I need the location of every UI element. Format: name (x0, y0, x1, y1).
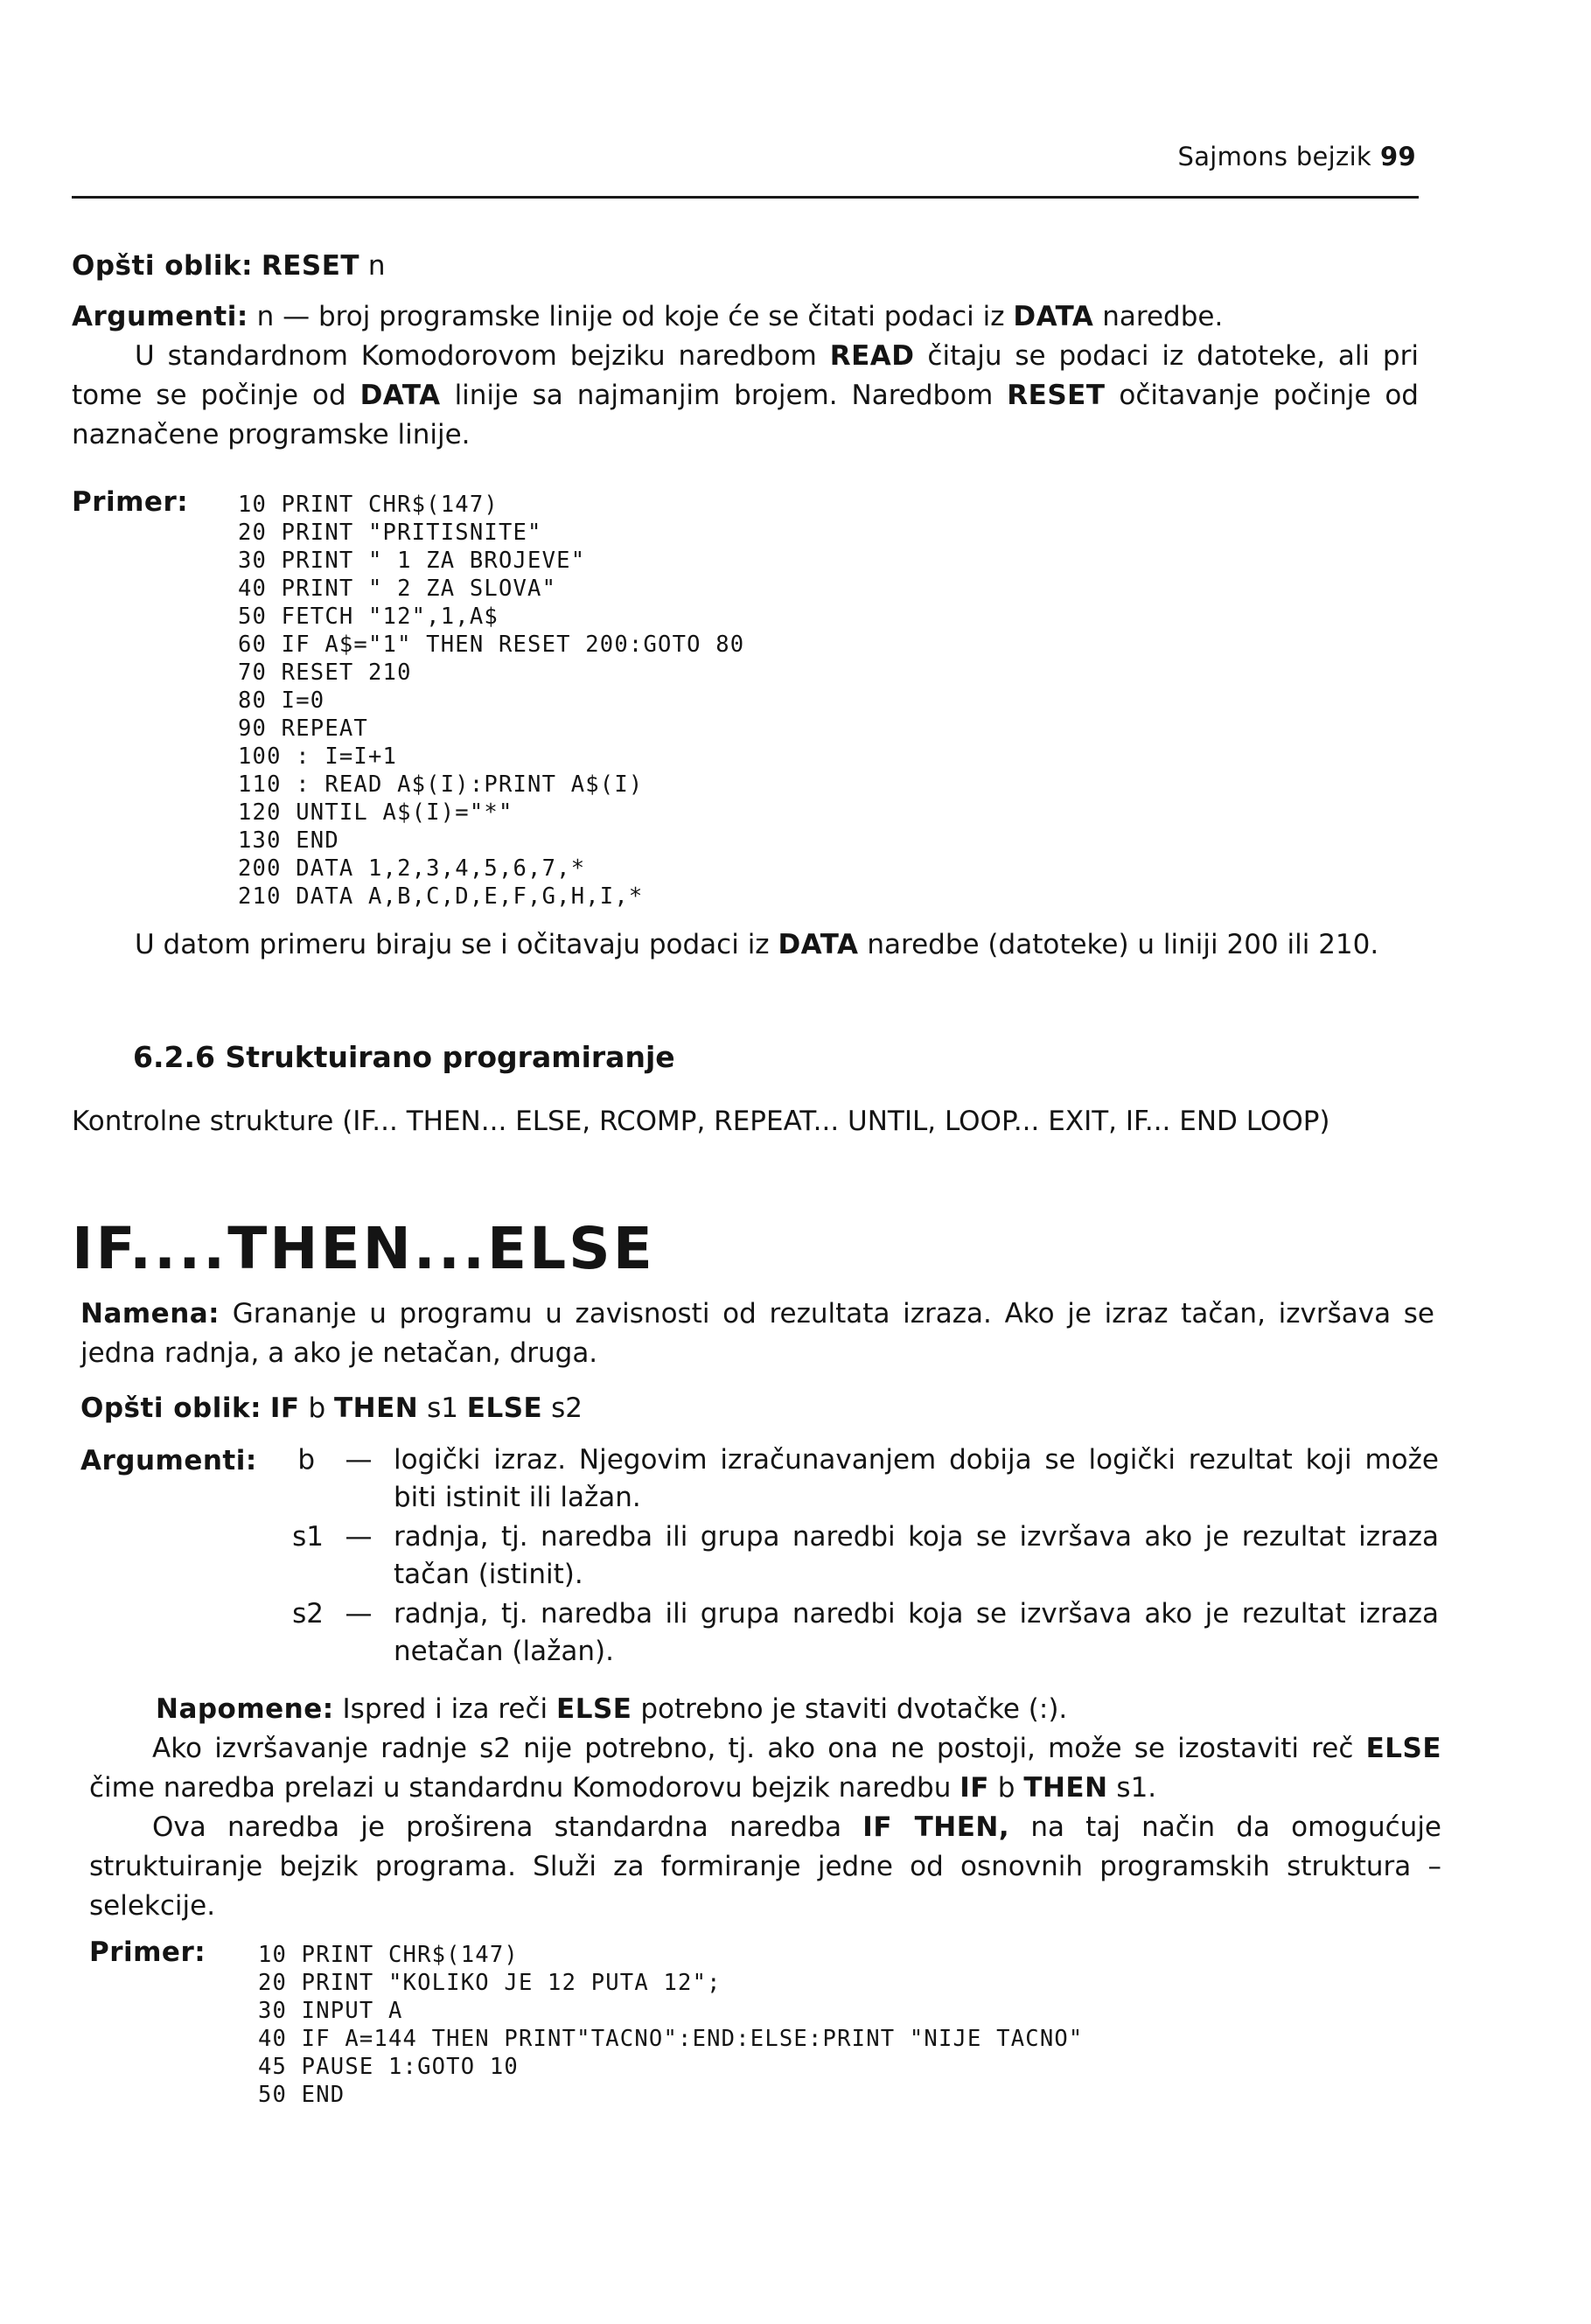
code-line: 20 PRINT "PRITISNITE" (238, 520, 542, 546)
header-rule (72, 196, 1419, 199)
code-line: 120 UNTIL A$(I)="*" (238, 799, 513, 826)
code-line: 20 PRINT "KOLIKO JE 12 PUTA 12"; (258, 1970, 722, 1996)
argument-s1: s1 — radnja, tj. naredba ili grupa naredbi koja se izvršava ako je rezultat izraza tačan (istinit). (292, 1521, 1439, 1590)
running-header (1178, 142, 1417, 171)
argument-b: b — logički izraz. Njegovim izračunavanjem dobija se logički rezultat koji može biti istinit ili lažan. (297, 1444, 1439, 1513)
code-line: 10 PRINT CHR$(147) (238, 492, 499, 518)
code-line: 10 PRINT CHR$(147) (258, 1942, 519, 1968)
code-line: 200 DATA 1,2,3,4,5,6,7,* (238, 855, 586, 882)
code-line: 30 PRINT " 1 ZA BROJEVE" (238, 548, 586, 574)
code-line: 70 RESET 210 (238, 660, 412, 686)
code-line: 100 : I=I+1 (238, 743, 398, 770)
reset-code-listing (238, 491, 744, 911)
code-line: 110 : READ A$(I):PRINT A$(I) (238, 771, 644, 798)
code-line: 40 PRINT " 2 ZA SLOVA" (238, 576, 557, 602)
code-line: 50 FETCH "12",1,A$ (238, 604, 499, 630)
entry-title: IF....THEN...ELSE (72, 1215, 655, 1282)
section-heading: 6.2.6 Struktuirano programiranje (133, 1040, 675, 1074)
if-notes-3: Ova naredba je proširena standardna naredba IF THEN, na taj način da omogućuje struktuiranje bejzik programa. Služi za formiranje jedne od osnovnih programskih struktura – selekcije. (89, 1811, 1441, 1922)
if-purpose: Namena: Grananje u programu u zavisnosti od rezultata izraza. Ako je izraz tačan, izvršava se jedna radnja, a ako je netačan, druga. (80, 1298, 1435, 1369)
reset-example-label: Primer: (72, 486, 189, 518)
code-line: 90 REPEAT (238, 715, 368, 742)
code-line: 40 IF A=144 THEN PRINT"TACNO":END:ELSE:PRINT "NIJE TACNO" (258, 2026, 1084, 2052)
code-line: 80 I=0 (238, 687, 325, 714)
section-intro: Kontrolne strukture (IF... THEN... ELSE, RCOMP, REPEAT... UNTIL, LOOP... EXIT, IF... END LOOP) (72, 1106, 1330, 1137)
code-line: 30 INPUT A (258, 1998, 403, 2024)
code-line: 50 END (258, 2082, 345, 2108)
if-notes-2: Ako izvršavanje radnje s2 nije potrebno, tj. ako ona ne postoji, može se izostaviti reč ELSE čime naredba prelazi u standardnu Komodorovu bejzik naredbu IF b THEN s1. (89, 1733, 1441, 1804)
code-line: 130 END (238, 827, 339, 854)
if-code-listing (258, 1941, 1083, 2109)
argument-s2: s2 — radnja, tj. naredba ili grupa naredbi koja se izvršava ako je rezultat izraza netačan (lažan). (292, 1598, 1439, 1667)
reset-example-explanation: U datom primeru biraju se i očitavaju podaci iz DATA naredbe (datoteke) u liniji 200 ili 210. (135, 929, 1379, 960)
reset-general-form: Opšti oblik: RESET n (72, 250, 386, 282)
if-example-label: Primer: (89, 1937, 206, 1968)
code-line: 45 PAUSE 1:GOTO 10 (258, 2054, 519, 2080)
if-general-form: Opšti oblik: IF b THEN s1 ELSE s2 (80, 1392, 583, 1424)
code-line: 210 DATA A,B,C,D,E,F,G,H,I,* (238, 883, 644, 910)
if-notes-1: Napomene: Ispred i iza reči ELSE potrebno je staviti dvotačke (:). (156, 1693, 1068, 1725)
code-line: 60 IF A$="1" THEN RESET 200:GOTO 80 (238, 632, 745, 658)
running-title: Sajmons bejzik (1177, 142, 1372, 171)
page-number: 99 (1380, 142, 1416, 171)
reset-arguments: Argumenti: n — broj programske linije od koje će se čitati podaci iz DATA naredbe. (72, 301, 1224, 332)
if-arguments-label: Argumenti: (80, 1445, 257, 1476)
reset-description: U standardnom Komodorovom bejziku naredbom READ čitaju se podaci iz datoteke, ali pri tome se počinje od DATA linije sa najmanjim brojem. Naredbom RESET očitavanje počinje od naznačene programske linije. (72, 340, 1419, 450)
